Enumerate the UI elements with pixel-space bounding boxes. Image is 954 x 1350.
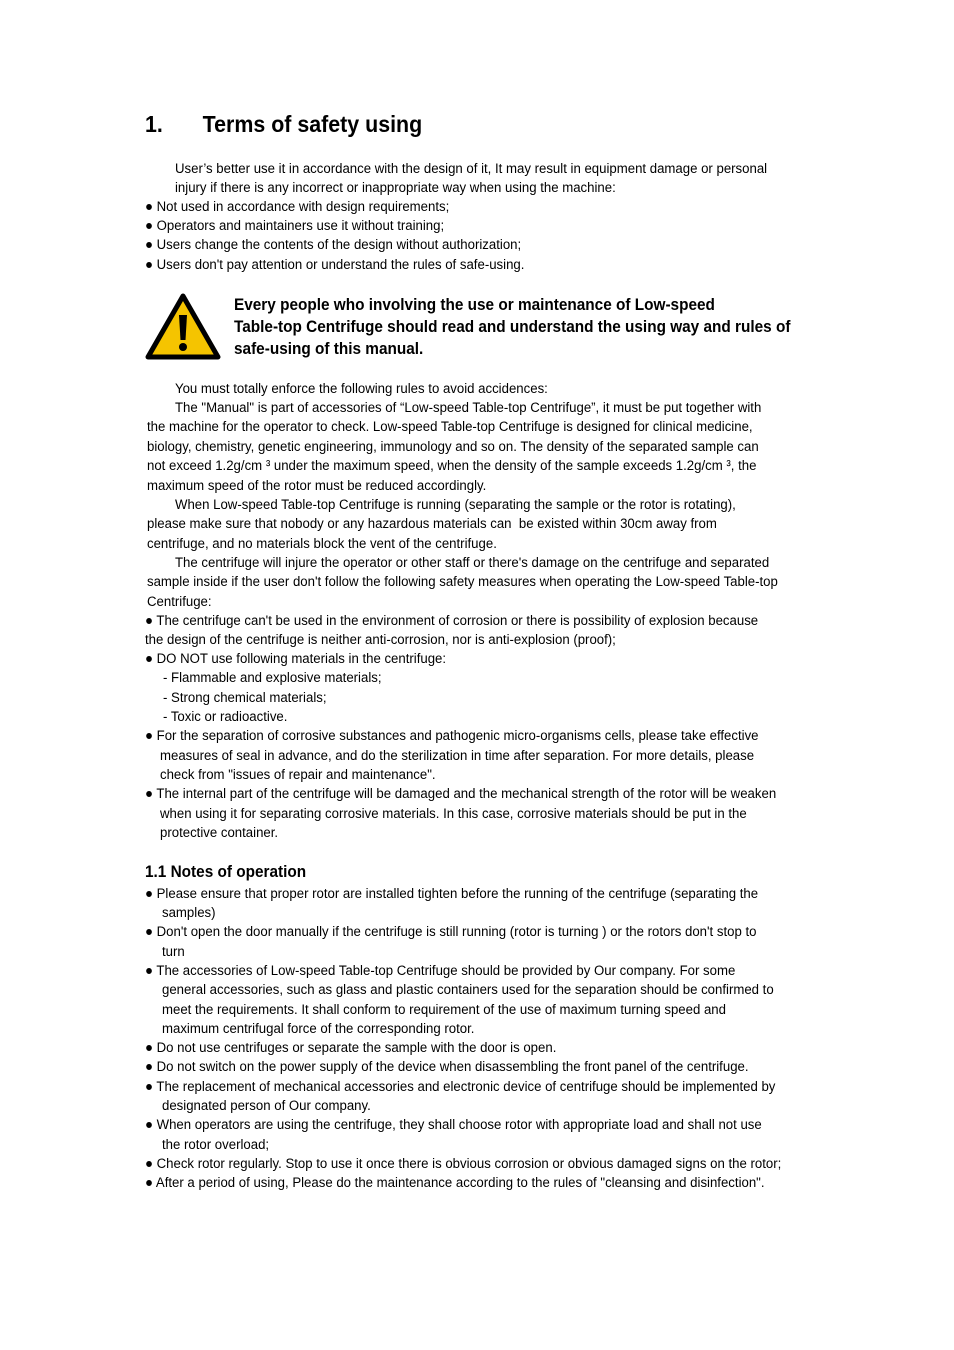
heading-number: 1. — [145, 111, 163, 137]
section-bullet: ● The accessories of Low-speed Table-top Centrifuge should be provided by Our company. For some — [145, 963, 736, 979]
warning-line: safe-using of this manual. — [234, 340, 424, 358]
body-line: centrifuge, and no materials block the vent of the centrifuge. — [147, 536, 497, 552]
heading-title: Terms of safety using — [202, 111, 423, 137]
body-line: The centrifuge will injure the operator or other staff or there's damage on the centrifuge and separated — [175, 555, 770, 571]
section-line: designated person of Our company. — [162, 1098, 371, 1114]
section-line: meet the requirements. It shall conform to requirement of the use of maximum turning speed and — [162, 1002, 726, 1018]
body-bullet: ● The internal part of the centrifuge will be damaged and the mechanical strength of the rotor will be weaken — [145, 786, 777, 802]
body-line: when using it for separating corrosive materials. In this case, corrosive materials should be put in the — [160, 806, 747, 822]
warning-triangle-icon — [145, 293, 221, 361]
section-bullet: ● Please ensure that proper rotor are installed tighten before the running of the centrifuge (separating the — [145, 886, 759, 902]
body-line: the machine for the operator to check. Low-speed Table-top Centrifuge is designed for clinical medicine, — [147, 419, 753, 435]
body-line: measures of seal in advance, and do the sterilization in time after separation. For more details, please — [160, 748, 755, 764]
section-line: turn — [162, 944, 185, 960]
warning-line: Every people who involving the use or maintenance of Low-speed — [234, 296, 715, 314]
body-bullet: ● The centrifuge can't be used in the environment of corrosion or there is possibility of explosion because — [145, 613, 759, 629]
body-bullet: ● For the separation of corrosive substances and pathogenic micro-organisms cells, please take effective — [145, 728, 759, 744]
body-line: sample inside if the user don't follow the following safety measures when operating the Low-speed Table-top — [147, 574, 778, 590]
intro-bullet: ● Operators and maintainers use it without training; — [145, 218, 445, 234]
section-line: maximum centrifugal force of the corresponding rotor. — [162, 1021, 475, 1037]
body-line: Centrifuge: — [147, 594, 212, 610]
body-line: check from "issues of repair and maintenance". — [160, 767, 436, 783]
section-bullet: ● After a period of using, Please do the maintenance according to the rules of "cleansing and disinfection". — [145, 1175, 765, 1191]
body-line: biology, chemistry, genetic engineering, immunology and so on. The density of the separated sample can — [147, 439, 759, 455]
intro-line: injury if there is any incorrect or inappropriate way when using the machine: — [175, 180, 616, 196]
body-line: maximum speed of the rotor must be reduced accordingly. — [147, 478, 487, 494]
body-line: When Low-speed Table-top Centrifuge is running (separating the sample or the rotor is rotating), — [175, 497, 736, 513]
warning-line: Table-top Centrifuge should read and understand the using way and rules of — [234, 318, 791, 336]
body-line: not exceed 1.2g/cm ³ under the maximum speed, when the density of the sample exceeds 1.2g/cm ³, the — [147, 458, 757, 474]
section-line: the rotor overload; — [162, 1137, 270, 1153]
body-subitem: - Flammable and explosive materials; — [163, 670, 382, 686]
intro-bullet: ● Users don't pay attention or understand the rules of safe-using. — [145, 257, 525, 273]
section-title: 1.1 Notes of operation — [145, 863, 307, 881]
body-line: the design of the centrifuge is neither anti-corrosion, nor is anti-explosion (proof); — [145, 632, 616, 648]
body-bullet: ● DO NOT use following materials in the centrifuge: — [145, 651, 447, 667]
intro-bullet: ● Users change the contents of the design without authorization; — [145, 237, 522, 253]
section-line: general accessories, such as glass and plastic containers used for the separation should be confirmed to — [162, 982, 774, 998]
section-line: samples) — [162, 905, 216, 921]
body-line: You must totally enforce the following rules to avoid accidences: — [175, 381, 548, 397]
section-bullet: ● The replacement of mechanical accessories and electronic device of centrifuge should be implemented by — [145, 1079, 776, 1095]
section-bullet: ● Do not use centrifuges or separate the sample with the door is open. — [145, 1040, 557, 1056]
intro-line: User’s better use it in accordance with the design of it, It may result in equipment damage or personal — [175, 161, 768, 177]
section-bullet: ● When operators are using the centrifuge, they shall choose rotor with appropriate load and shall not use — [145, 1117, 762, 1133]
section-bullet: ● Do not switch on the power supply of the device when disassembling the front panel of the centrifuge. — [145, 1059, 749, 1075]
body-line: The "Manual" is part of accessories of “Low-speed Table-top Centrifuge”, it must be put together with — [175, 400, 762, 416]
body-subitem: - Toxic or radioactive. — [163, 709, 288, 725]
page-title — [145, 110, 422, 138]
body-line: protective container. — [160, 825, 279, 841]
body-line: please make sure that nobody or any hazardous materials can be existed within 30cm away from — [147, 516, 717, 532]
intro-bullet: ● Not used in accordance with design requirements; — [145, 199, 450, 215]
body-subitem: - Strong chemical materials; — [163, 690, 327, 706]
section-bullet: ● Don't open the door manually if the centrifuge is still running (rotor is turning ) or the rotors don't stop to — [145, 924, 757, 940]
section-bullet: ● Check rotor regularly. Stop to use it once there is obvious corrosion or obvious damaged signs on the rotor; — [145, 1156, 782, 1172]
